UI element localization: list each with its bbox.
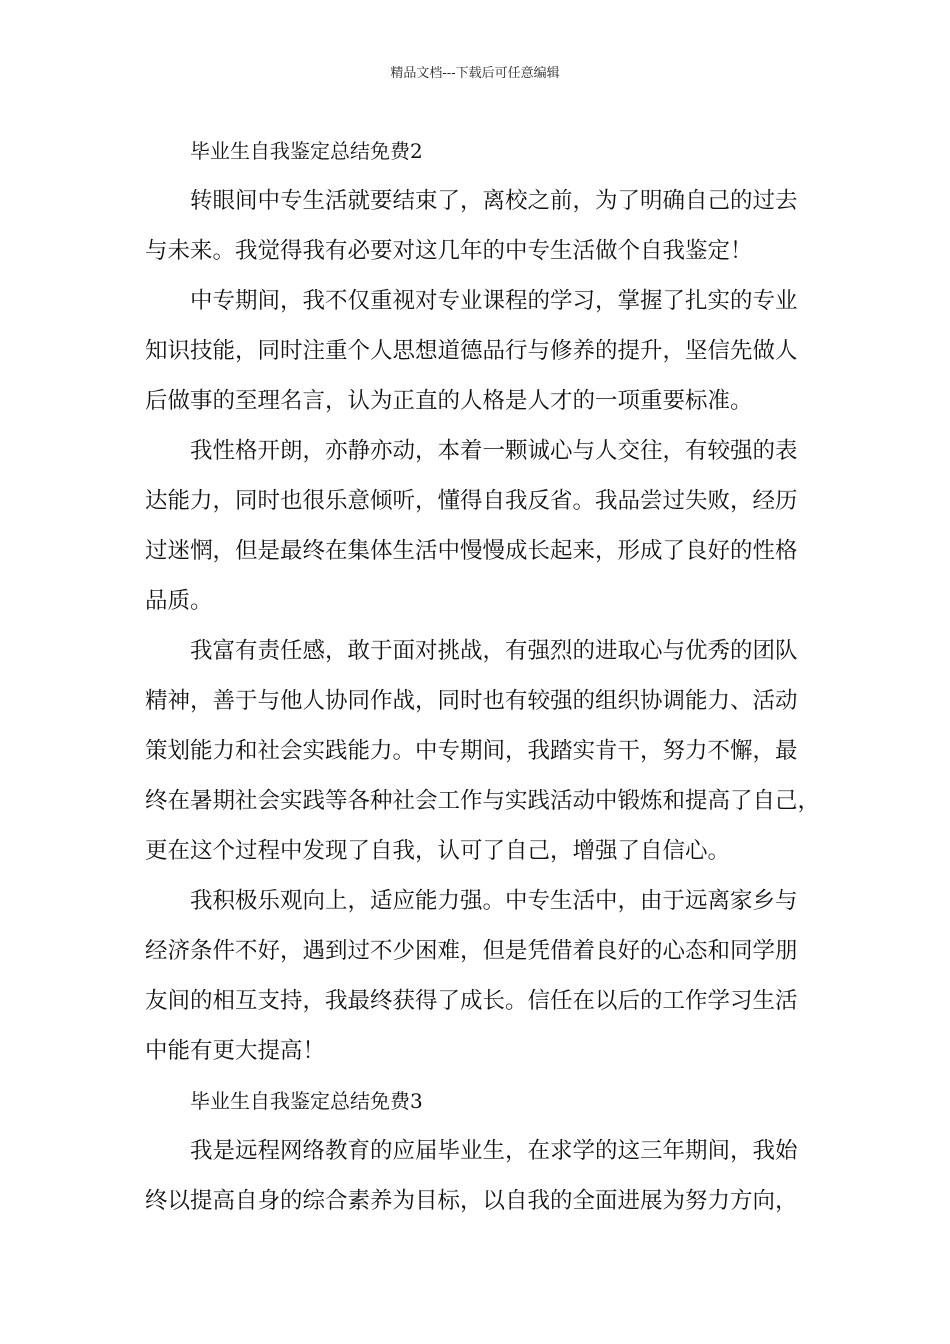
text-line: 我富有责任感，敢于面对挑战，有强烈的进取心与优秀的团队 xyxy=(190,638,798,664)
text-line: 品质。 xyxy=(145,588,213,614)
text-line: 中能有更大提高！ xyxy=(145,1038,326,1064)
text-line: 与未来。我觉得我有必要对这几年的中专生活做个自我鉴定！ xyxy=(145,238,753,264)
text-line: 中专期间，我不仅重视对专业课程的学习，掌握了扎实的专业 xyxy=(190,288,798,314)
text-line: 我性格开朗，亦静亦动，本着一颗诚心与人交往，有较强的表 xyxy=(190,438,798,464)
text-line: 精神，善于与他人协同作战，同时也有较强的组织协调能力、活动 xyxy=(145,688,798,714)
section-heading: 毕业生自我鉴定总结免费3 xyxy=(190,1089,423,1113)
text-line: 过迷惘，但是最终在集体生活中慢慢成长起来，形成了良好的性格 xyxy=(145,538,798,564)
text-line: 知识技能，同时注重个人思想道德品行与修养的提升，坚信先做人 xyxy=(145,338,798,364)
section-heading: 毕业生自我鉴定总结免费2 xyxy=(190,139,423,163)
page-header: 精品文档---下载后可任意编辑 xyxy=(390,66,560,81)
text-line: 转眼间中专生活就要结束了，离校之前，为了明确自己的过去 xyxy=(190,188,798,214)
text-line: 友间的相互支持，我最终获得了成长。信任在以后的工作学习生活 xyxy=(145,988,798,1014)
text-line: 经济条件不好，遇到过不少困难，但是凭借着良好的心态和同学朋 xyxy=(145,938,798,964)
text-line: 我是远程网络教育的应届毕业生，在求学的这三年期间，我始 xyxy=(190,1138,798,1164)
text-line: 策划能力和社会实践能力。中专期间，我踏实肯干，努力不懈，最 xyxy=(145,738,798,764)
text-line: 终在暑期社会实践等各种社会工作与实践活动中锻炼和提高了自己， xyxy=(145,788,821,814)
text-line: 我积极乐观向上，适应能力强。中专生活中，由于远离家乡与 xyxy=(190,888,798,914)
text-line: 更在这个过程中发现了自我，认可了自己，增强了自信心。 xyxy=(145,838,731,864)
text-line: 终以提高自身的综合素养为目标，以自我的全面进展为努力方向， xyxy=(145,1188,798,1214)
text-line: 达能力，同时也很乐意倾听，懂得自我反省。我品尝过失败，经历 xyxy=(145,488,798,514)
text-line: 后做事的至理名言，认为正直的人格是人才的一项重要标准。 xyxy=(145,388,753,414)
document-body xyxy=(145,126,821,1226)
